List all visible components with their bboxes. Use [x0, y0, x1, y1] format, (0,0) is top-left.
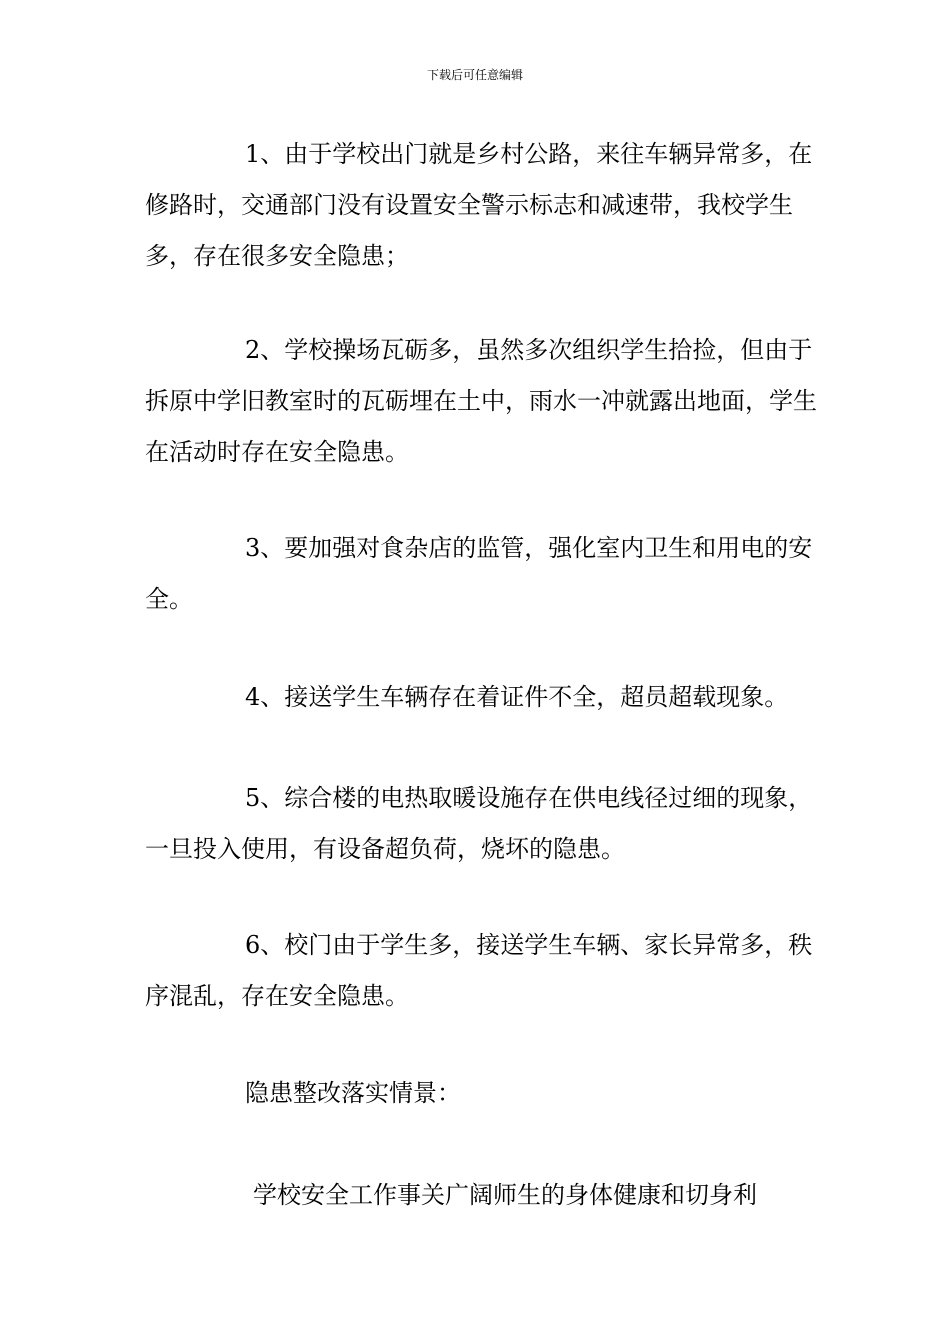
paragraph-1-road-hazard: 1、由于学校出门就是乡村公路，来往车辆异常多，在修路时，交通部门没有设置安全警示标志和减速带，我校学生多，存在很多安全隐患； [145, 140, 813, 270]
paragraph-3-store-supervision: 3、要加强对食杂店的监管，强化室内卫生和用电的安全。 [145, 534, 813, 613]
page-header-note: 下载后可任意编辑 [426, 68, 523, 82]
paragraph-5-heating-wiring: 5、综合楼的电热取暖设施存在供电线径过细的现象，一旦投入使用，有设备超负荷，烧坏的隐患。 [145, 784, 813, 863]
paragraph-6-school-gate: 6、校门由于学生多，接送学生车辆、家长异常多，秩序混乱，存在安全隐患。 [145, 931, 813, 1010]
paragraph-2-playground-debris: 2、学校操场瓦砺多，虽然多次组织学生拾捡，但由于拆原中学旧教室时的瓦砺埋在土中，雨水一冲就露出地面，学生在活动时存在安全隐患。 [145, 336, 817, 466]
paragraph-8-safety-work: 学校安全工作事关广阔师生的身体健康和切身利 [253, 1181, 757, 1209]
section-heading-rectification: 隐患整改落实情景： [245, 1079, 461, 1107]
paragraph-4-student-vehicles: 4、接送学生车辆存在着证件不全，超员超载现象。 [245, 683, 789, 711]
